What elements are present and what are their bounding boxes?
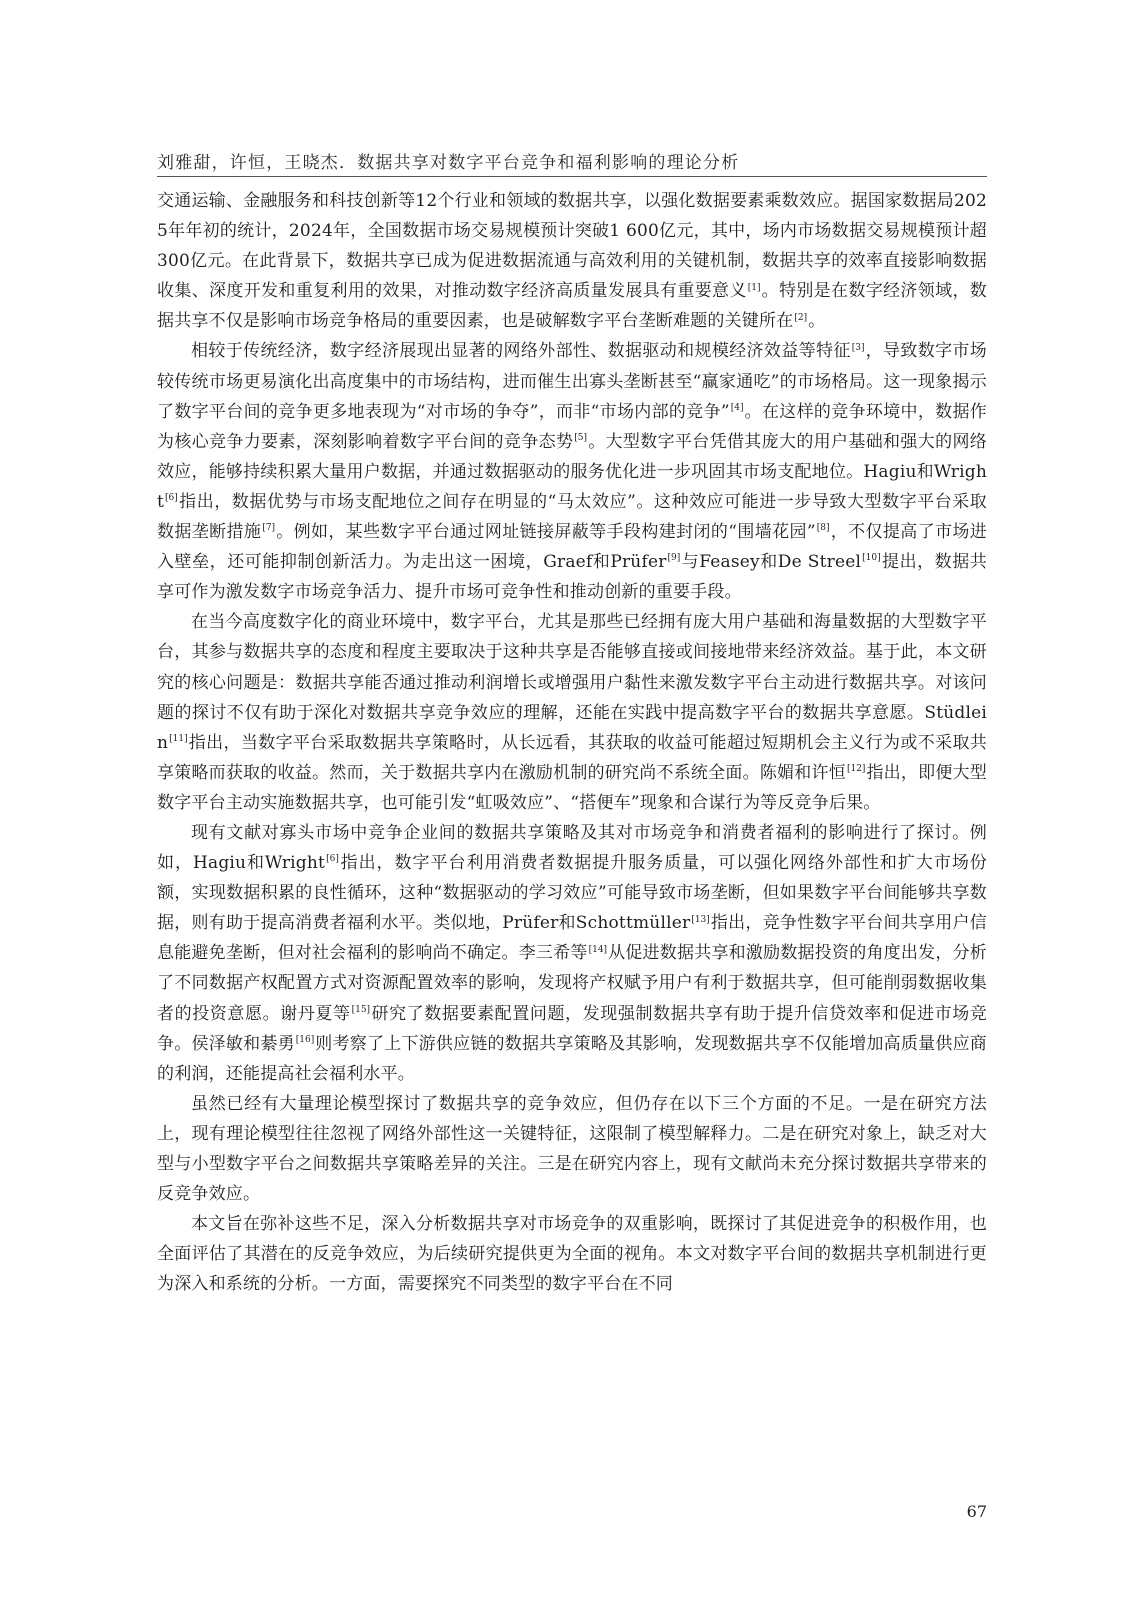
citation-marker: [9]: [667, 553, 681, 564]
paragraph-text: 。例如，某些数字平台通过网址链接屏蔽等手段构建封闭的“围墙花园”: [276, 522, 816, 543]
paragraph-text: 本文旨在弥补这些不足，深入分析数据共享对市场竞争的双重影响，既探讨了其促进竞争的积极作用，也全面评估了其潜在的反竞争效应，为后续研究提供更为全面的视角。本文对数字平台间的数据共享机制进行更为深入和系统的分析。一方面，需要探究不同类型的数字平台在不同: [157, 1214, 987, 1295]
citation-marker: [13]: [691, 914, 710, 925]
paragraph-text: 提出，数据共享可作为激发数字市场竞争活力、提升市场可竞争性和推动创新的重要手段。: [157, 552, 987, 603]
paragraph-text: 相较于传统经济，数字经济展现出显著的网络外部性、数据驱动和规模经济效益等特征: [191, 341, 851, 362]
paragraph-text: 指出，数字平台利用消费者数据提升服务质量，可以强化网络外部性和扩大市场份额，实现数据积累的良性循环，这种“数据驱动的学习效应”可能导致市场垄断，但如果数字平台间能够共享数据，则有助于提高消费者福利水平。类似地，Prüfer和Schottmüller: [157, 853, 987, 934]
citation-marker: [11]: [169, 734, 188, 745]
citation-marker: [2]: [794, 312, 808, 323]
citation-marker: [10]: [862, 553, 881, 564]
citation-marker: [16]: [295, 1034, 315, 1045]
body-text: [157, 186, 987, 1299]
paragraph-text: 研究了数据要素配置问题，发现强制数据共享有助于提升信贷效率和促进市场竞争。侯泽敏和綦勇: [157, 1003, 988, 1054]
paragraph-text: 指出，竞争性数字平台间共享用户信息能避免垄断，但对社会福利的影响尚不确定。李三希等: [157, 913, 987, 964]
paragraph-2: [157, 336, 987, 607]
paragraph-text: 。特别是在数字经济领域，数据共享不仅是影响市场竞争格局的重要因素，也是破解数字平台垄断难题的关键所在: [157, 281, 987, 332]
paragraph-text: ，不仅提高了市场进入壁垒，还可能抑制创新活力。为走出这一困境，Graef和Prüfer: [157, 522, 987, 573]
paragraph-text: ，导致数字市场较传统市场更易演化出高度集中的市场结构，进而催生出寡头垄断甚至“赢家通吃”的市场格局。这一现象揭示了数字平台间的竞争更多地表现为“对市场的争夺”，而非“市场内部的竞争”: [157, 341, 987, 422]
citation-marker: [12]: [846, 764, 866, 775]
citation-marker: [14]: [588, 944, 608, 955]
paragraph-text: 。: [808, 311, 826, 332]
citation-marker: [8]: [816, 523, 830, 534]
paragraph-3: [157, 607, 987, 818]
paragraph-text: 与Feasey和De Streel: [681, 552, 862, 573]
paragraph-text: 。大型数字平台凭借其庞大的用户基础和强大的网络效应，能够持续积累大量用户数据，并通过数据驱动的服务优化进一步巩固其市场支配地位。Hagiu和Wright: [157, 431, 987, 512]
running-header: 刘雅甜，许恒，王晓杰．数据共享对数字平台竞争和福利影响的理论分析: [157, 153, 740, 173]
citation-marker: [5]: [574, 433, 588, 444]
paragraph-text: 虽然已经有大量理论模型探讨了数据共享的竞争效应，但仍存在以下三个方面的不足。一是在研究方法上，现有理论模型往往忽视了网络外部性这一关键特征，这限制了模型解释力。二是在研究对象上，缺乏对大型与小型数字平台之间数据共享策略差异的关注。三是在研究内容上，现有文献尚未充分探讨数据共享带来的反竞争效应。: [157, 1093, 987, 1205]
paragraph-text: 从促进数据共享和激励数据投资的角度出发，分析了不同数据产权配置方式对资源配置效率的影响，发现将产权赋予用户有利于数据共享，但可能削弱数据收集者的投资意愿。谢丹夏等: [157, 943, 987, 1024]
paragraph-text: 指出，数据优势与市场支配地位之间存在明显的“马太效应”。这种效应可能进一步导致大型数字平台采取数据垄断措施: [157, 491, 987, 543]
paragraph-text: 现有文献对寡头市场中竞争企业间的数据共享策略及其对市场竞争和消费者福利的影响进行了探讨。例如，Hagiu和Wright: [157, 822, 987, 874]
paragraph-5: [157, 1089, 987, 1209]
paragraph-1: [157, 186, 987, 336]
paragraph-text: 指出，即便大型数字平台主动实施数据共享，也可能引发“虹吸效应”、“搭便车”现象和合谋行为等反竞争后果。: [157, 762, 988, 813]
paragraph-text: 则考察了上下游供应链的数据共享策略及其影响，发现数据共享不仅能增加高质量供应商的利润，还能提高社会福利水平。: [157, 1033, 987, 1084]
citation-marker: [4]: [730, 403, 744, 413]
header-rule: [157, 176, 987, 177]
citation-marker: [1]: [747, 282, 761, 293]
page-number: 67: [966, 1502, 987, 1521]
paragraph-4: [157, 818, 987, 1089]
citation-marker: [7]: [262, 523, 276, 534]
citation-marker: [3]: [851, 342, 865, 353]
paragraph-text: 指出，当数字平台采取数据共享策略时，从长远看，其获取的收益可能超过短期机会主义行为或不采取共享策略而获取的收益。然而，关于数据共享内在激励机制的研究尚不系统全面。陈媚和许恒: [157, 732, 987, 783]
citation-marker: [6]: [165, 493, 178, 504]
paragraph-text: 。在这样的竞争环境中，数据作为核心竞争力要素，深刻影响着数字平台间的竞争态势: [157, 401, 987, 452]
citation-marker: [6]: [326, 854, 339, 865]
paragraph-text: 在当今高度数字化的商业环境中，数字平台，尤其是那些已经拥有庞大用户基础和海量数据的大型数字平台，其参与数据共享的态度和程度主要取决于这种共享是否能够直接或间接地带来经济效益。基于此，本文研究的核心问题是：数据共享能否通过推动利润增长或增强用户黏性来激发数字平台主动进行数据共享。对该问题的探讨不仅有助于深化对数据共享竞争效应的理解，还能在实践中提高数字平台的数据共享意愿。Stüdlein: [157, 612, 987, 753]
paragraph-6: [157, 1209, 987, 1299]
paragraph-text: 交通运输、金融服务和科技创新等12个行业和领域的数据共享，以强化数据要素乘数效应。据国家数据局2025年年初的统计，2024年，全国数据市场交易规模预计突破1 600亿元，其中，场内市场数据交易规模预计超300亿元。在此背景下，数据共享已成为促进数据流通与高效利用的关键机制，数据共享的效率直接影响数据收集、深度开发和重复利用的效果，对推动数字经济高质量发展具有重要意义: [157, 191, 987, 302]
citation-marker: [15]: [351, 1004, 371, 1015]
